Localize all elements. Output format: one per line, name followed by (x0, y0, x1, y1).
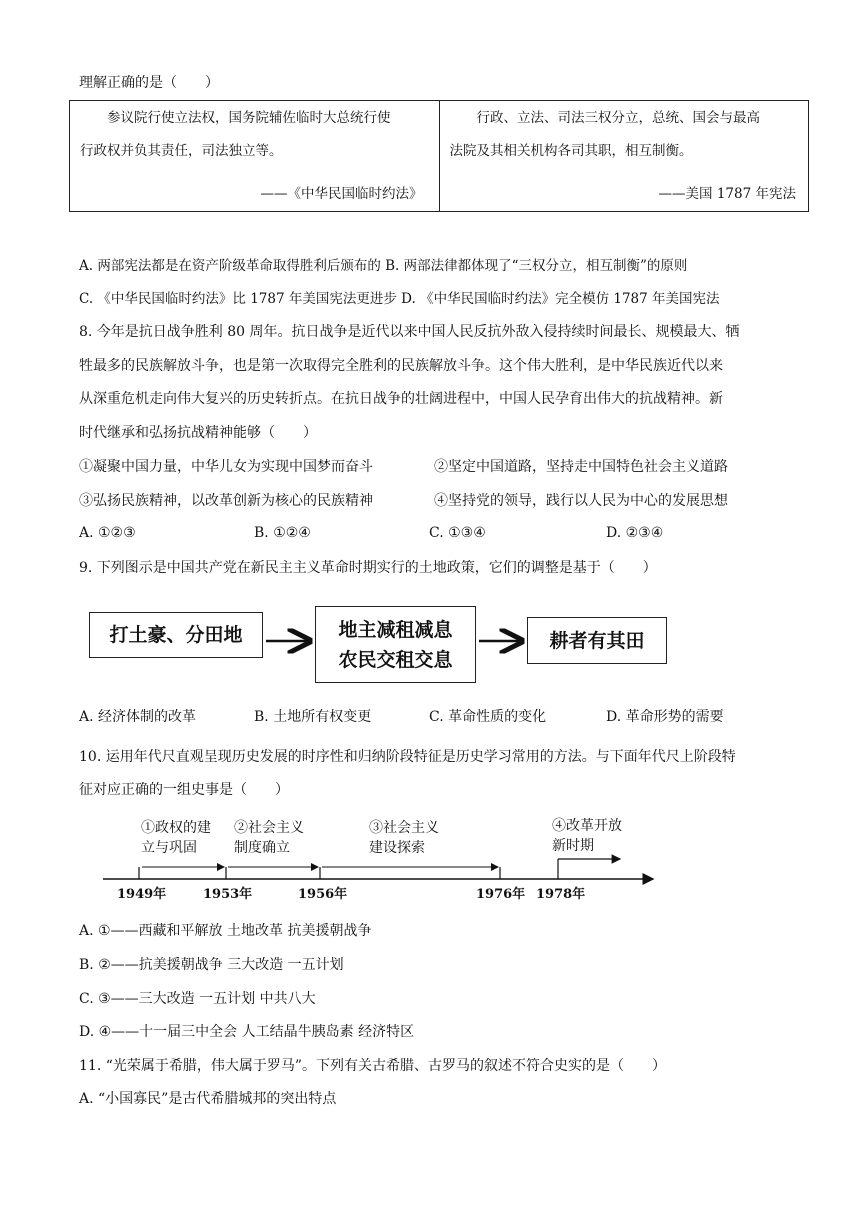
statement-item: ①凝聚中国力量，中华儿女为实现中国梦而奋斗 (79, 459, 373, 475)
question-stem: 牲最多的民族解放斗争，也是第一次取得完全胜利的民族解放斗争。这个伟大胜利，是中华民族近代以来 (79, 358, 723, 374)
statement-item: ②坚定中国道路，坚持走中国特色社会主义道路 (434, 459, 728, 475)
year-label: 1956年 (298, 887, 348, 902)
timeline-label-line: 新时期 (552, 838, 594, 854)
timeline-label-line: ①政权的建 (141, 820, 211, 836)
year-label: 1953年 (203, 887, 253, 902)
timeline-label (141, 818, 211, 858)
question-stem: 9. 下列图示是中国共产党在新民主主义革命时期实行的土地政策，它们的调整是基于（ ） (79, 560, 657, 576)
option-a[interactable]: A. “小国寡民”是古代希腊城邦的突出特点 (79, 1091, 337, 1107)
option-b[interactable]: B. 土地所有权变更 (254, 709, 372, 725)
timeline-label-line: ②社会主义 (234, 820, 304, 836)
option-a[interactable]: A. ①——西藏和平解放 土地改革 抗美援朝战争 (79, 923, 372, 939)
question-stem: 从深重危机走向伟大复兴的历史转折点。在抗日战争的壮阔进程中，中国人民孕育出伟大的抗战精神。新 (79, 391, 723, 407)
question-stem: 11. “光荣属于希腊，伟大属于罗马”。下列有关古希腊、古罗马的叙述不符合史实的是（ ） (79, 1058, 667, 1074)
question-stem: 10. 运用年代尺直观呈现历史发展的时序性和归纳阶段特征是历史学习常用的方法。与下面年代尺上阶段特 (79, 749, 736, 765)
option-c[interactable]: C. 革命性质的变化 (429, 709, 547, 725)
policy-box-line: 农民交租交息 (338, 648, 453, 671)
option-b[interactable]: B. ②——抗美援朝战争 三大改造 一五计划 (79, 957, 344, 973)
question-stem: 8. 今年是抗日战争胜利 80 周年。抗日战争是近代以来中国人民反抗外敌入侵持续时间最长、规模最大、牺 (79, 324, 740, 340)
question-stem: 征对应正确的一组史事是（ ） (79, 782, 289, 798)
option-c[interactable]: C. ①③④ (429, 525, 486, 541)
year-label: 1978年 (536, 887, 586, 902)
timeline-label-line: ④改革开放 (552, 818, 622, 834)
timeline-label (234, 818, 304, 858)
option-d[interactable]: D. ②③④ (606, 525, 664, 541)
option-c[interactable]: C. ③——三大改造 一五计划 中共八大 (79, 991, 316, 1007)
source-text: 参议院行使立法权，国务院辅佐临时大总统行使 (80, 110, 391, 126)
statement-item: ④坚持党的领导，践行以人民为中心的发展思想 (434, 493, 728, 509)
option-d[interactable]: D. 革命形势的需要 (606, 709, 724, 725)
timeline-label-line: 立与巩固 (141, 840, 197, 856)
policy-box-1: 打土豪、分田地 (89, 612, 263, 658)
option-d[interactable]: D. ④——十一届三中全会 人工结晶牛胰岛素 经济特区 (79, 1024, 415, 1040)
year-label: 1976年 (476, 887, 526, 902)
timeline-label-line: ③社会主义 (369, 820, 439, 836)
source-text: 行政权并负其责任，司法独立等。 (80, 143, 283, 159)
timeline-label-line: 建设探索 (369, 840, 425, 856)
question-intro: 理解正确的是（ ） (79, 75, 219, 91)
source-citation: ——《中华民国临时约法》 (260, 186, 423, 202)
year-label: 1949年 (117, 887, 167, 902)
option-line: C. 《中华民国临时约法》比 1787 年美国宪法更进步 D. 《中华民国临时约法》完全模仿 1787 年美国宪法 (79, 291, 720, 307)
policy-box-3: 耕者有其田 (527, 617, 667, 664)
option-a[interactable]: A. 经济体制的改革 (79, 709, 197, 725)
question-stem: 时代继承和弘扬抗战精神能够（ ） (79, 425, 317, 441)
timeline-label-line: 制度确立 (234, 840, 290, 856)
option-a[interactable]: A. ①②③ (79, 525, 136, 541)
timeline-label (369, 818, 439, 858)
statement-item: ③弘扬民族精神，以改革创新为核心的民族精神 (79, 493, 373, 509)
timeline-label (552, 816, 622, 856)
policy-box-line: 地主减租减息 (338, 618, 453, 641)
source-text: 行政、立法、司法三权分立，总统、国会与最高 (449, 110, 760, 126)
source-citation: ——美国 1787 年宪法 (658, 186, 796, 202)
option-line: A. 两部宪法都是在资产阶级革命取得胜利后颁布的 B. 两部法律都体现了“三权分立，相互制衡”的原则 (79, 258, 688, 274)
option-b[interactable]: B. ①②④ (254, 525, 311, 541)
source-text: 法院及其相关机构各司其职，相互制衡。 (449, 143, 693, 159)
